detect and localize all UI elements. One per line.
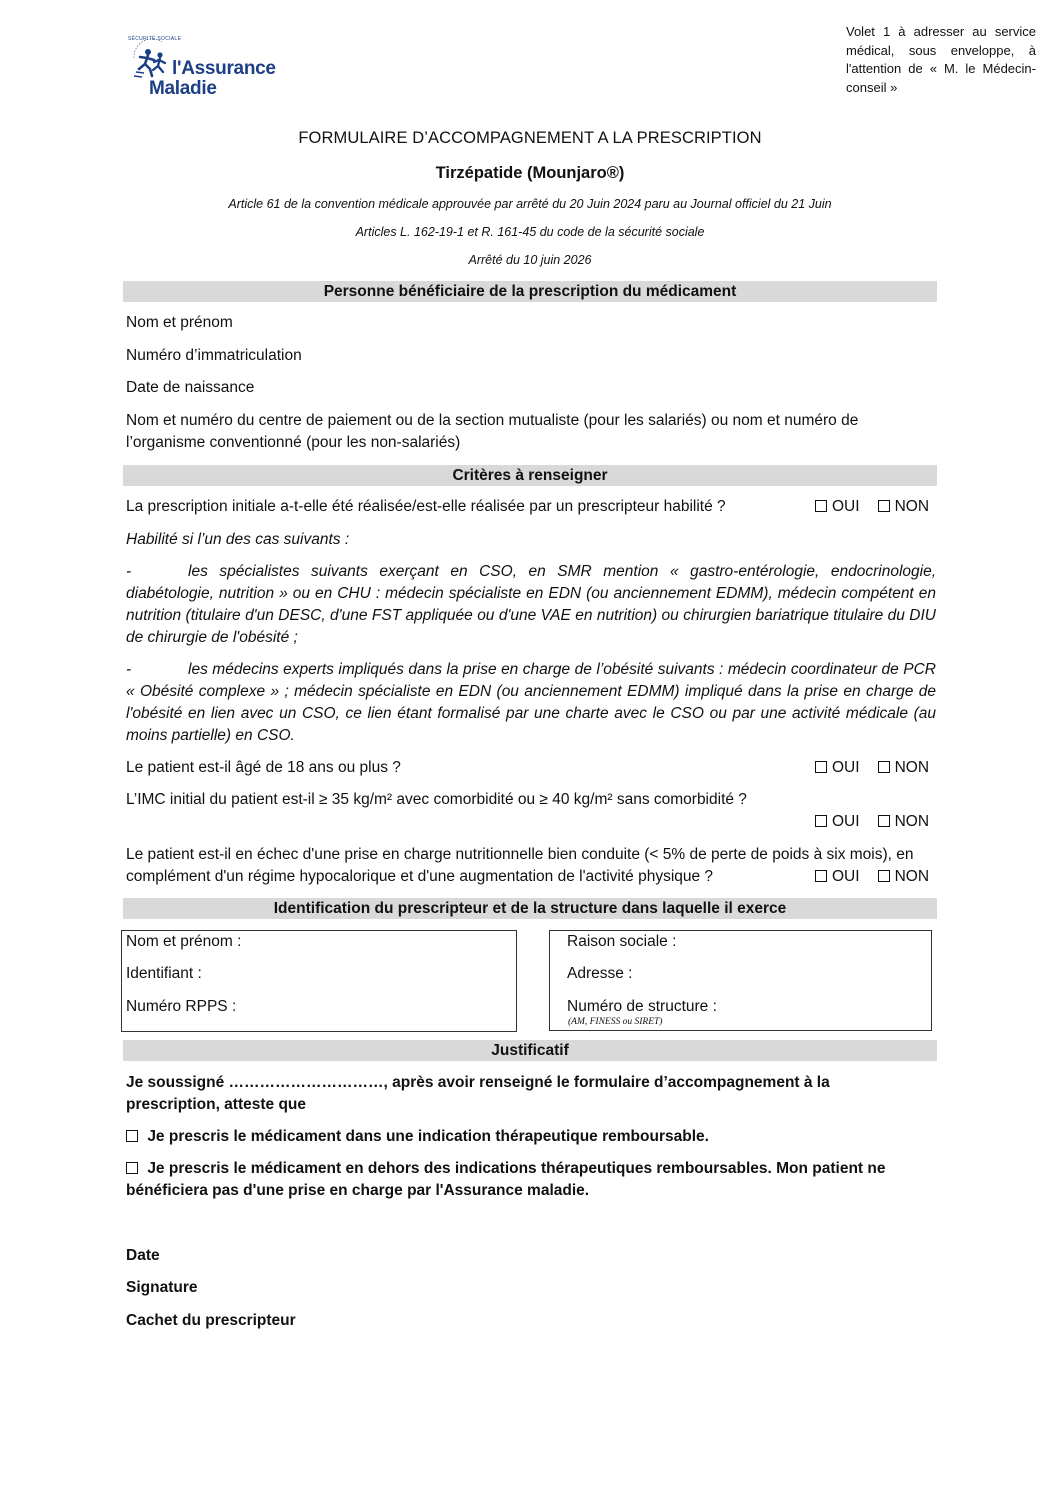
checkbox-icon[interactable] — [815, 870, 827, 882]
question-prescriber: La prescription initiale a-t-elle été réalisée/est-elle réalisée par un prescripteur habilité ? — [126, 498, 726, 515]
option-2-text: Je prescris le médicament en dehors des indications thérapeutiques remboursables. Mon patient ne bénéficiera pas d'une prise en charge par l'Assurance maladie. — [126, 1160, 886, 1199]
no-option[interactable]: NON — [878, 866, 929, 888]
no-option[interactable]: NON — [878, 757, 929, 779]
section-heading-criteria: Critères à renseigner — [123, 465, 937, 486]
yes-option[interactable]: OUI — [815, 811, 860, 833]
yes-no-bmi — [815, 811, 945, 833]
checkbox-icon[interactable] — [878, 761, 890, 773]
reference-code: Articles L. 162-19-1 et R. 161-45 du code de la sécurité sociale — [355, 225, 705, 239]
no-option[interactable]: NON — [878, 496, 929, 518]
list-dash: - — [126, 661, 132, 678]
yes-option[interactable]: OUI — [815, 866, 860, 888]
case-1-text: les spécialistes suivants exerçant en CSO, en SMR mention « gastro-entérologie, endocrinologie, diabétologie, nutrition » ou en CHU : médecin spécialiste en EDN (ou anciennement EDMM), médecin compétent en nutrition (titulaire d'un DESC, d'une FST appliquée ou d'une VAE en nutrition) ou chirurgien bariatrique titulaire du DIU de chirurgie de l'obésité ; — [126, 563, 936, 646]
reference-arrete: Arrêté du 10 juin 2026 — [468, 253, 592, 267]
assurance-maladie-logo — [128, 36, 278, 102]
volet-note: Volet 1 à adresser au service médical, sous enveloppe, à l'attention de « M. le Médecin-conseil » — [846, 24, 1036, 95]
option-1-text: Je prescris le médicament dans une indication thérapeutique remboursable. — [147, 1128, 709, 1145]
case-2-text: les médecins experts impliqués dans la prise en charge de l’obésité suivants : médecin coordinateur de PCR « Obésité complexe » ; médecin spécialiste en EDN (ou anciennement EDMM) impliqué dans la prise en charge de l'obésité en lien avec un CSO, ce lien étant formalisé par une charte avec le CSO ou par une activité médicale (au moins partielle) en CSO. — [126, 661, 936, 744]
beneficiary-number-label: Numéro d’immatriculation — [126, 347, 302, 364]
prescriber-id-field[interactable]: Identifiant : — [126, 965, 202, 982]
section-heading-justificatif: Justificatif — [123, 1040, 937, 1061]
list-dash: - — [126, 563, 132, 580]
checkbox-icon[interactable] — [815, 500, 827, 512]
yes-no-nutrition — [815, 866, 945, 888]
yes-no-age — [815, 757, 945, 779]
beneficiary-name-label: Nom et prénom — [126, 314, 233, 331]
structure-identity-box — [549, 930, 932, 1031]
habilitation-intro: Habilité si l’un des cas suivants : — [126, 531, 350, 548]
checkbox-icon[interactable] — [878, 870, 890, 882]
attestation-text: Je soussigné …………………………, après avoir renseigné le formulaire d’accompagnement à la prescription, atteste que — [126, 1074, 830, 1113]
structure-address-field[interactable]: Adresse : — [567, 965, 633, 982]
structure-number-note: (AM, FINESS ou SIRET) — [568, 1017, 663, 1027]
section-heading-beneficiary: Personne bénéficiaire de la prescription du médicament — [123, 281, 937, 302]
question-bmi: L’IMC initial du patient est-il ≥ 35 kg/m² avec comorbidité ou ≥ 40 kg/m² sans comorbidité ? — [126, 791, 747, 808]
yes-option[interactable]: OUI — [815, 496, 860, 518]
stamp-label: Cachet du prescripteur — [126, 1312, 296, 1329]
drug-name: Tirzépatide (Mounjaro®) — [435, 164, 625, 182]
signature-label: Signature — [126, 1279, 198, 1296]
prescriber-rpps-field[interactable]: Numéro RPPS : — [126, 998, 237, 1015]
checkbox-icon[interactable] — [126, 1130, 138, 1142]
structure-name-field[interactable]: Raison sociale : — [567, 933, 677, 950]
prescriber-identity-box — [121, 930, 517, 1032]
structure-number-field[interactable]: Numéro de structure : — [567, 998, 717, 1015]
indication-remboursable-option[interactable] — [126, 1126, 936, 1148]
question-age: Le patient est-il âgé de 18 ans ou plus ? — [126, 759, 401, 776]
beneficiary-center-label: Nom et numéro du centre de paiement ou de la section mutualiste (pour les salariés) ou nom et numéro de l’organisme conventionné (pour les non-salariés) — [126, 412, 859, 451]
date-label: Date — [126, 1247, 160, 1264]
yes-option[interactable]: OUI — [815, 757, 860, 779]
logo-line2: Maladie — [149, 78, 217, 99]
prescriber-name-field[interactable]: Nom et prénom : — [126, 933, 242, 950]
checkbox-icon[interactable] — [815, 815, 827, 827]
question-nutrition: Le patient est-il en échec d'une prise en charge nutritionnelle bien conduite (< 5% de perte de poids à six mois), en complément d'un régime hypocalorique et d'une augmentation de l'activité physique ? — [126, 846, 914, 885]
no-option[interactable]: NON — [878, 811, 929, 833]
section-heading-prescriber: Identification du prescripteur et de la structure dans laquelle il exerce — [123, 898, 937, 919]
yes-no-prescriber — [815, 496, 945, 518]
checkbox-icon[interactable] — [878, 500, 890, 512]
checkbox-icon[interactable] — [126, 1162, 138, 1174]
checkbox-icon[interactable] — [815, 761, 827, 773]
form-title: FORMULAIRE D’ACCOMPAGNEMENT A LA PRESCRIPTION — [298, 129, 762, 147]
logo-arc-text: SÉCURITÉ SOCIALE — [128, 36, 182, 42]
checkbox-icon[interactable] — [878, 815, 890, 827]
logo-line1: l'Assurance — [172, 58, 276, 79]
habilitation-case-1 — [126, 561, 936, 649]
habilitation-case-2 — [126, 659, 936, 747]
indication-non-remboursable-option[interactable] — [126, 1158, 936, 1202]
beneficiary-birthdate-label: Date de naissance — [126, 379, 255, 396]
reference-article: Article 61 de la convention médicale approuvée par arrêté du 20 Juin 2024 paru au Journal officiel du 21 Juin — [228, 197, 832, 211]
